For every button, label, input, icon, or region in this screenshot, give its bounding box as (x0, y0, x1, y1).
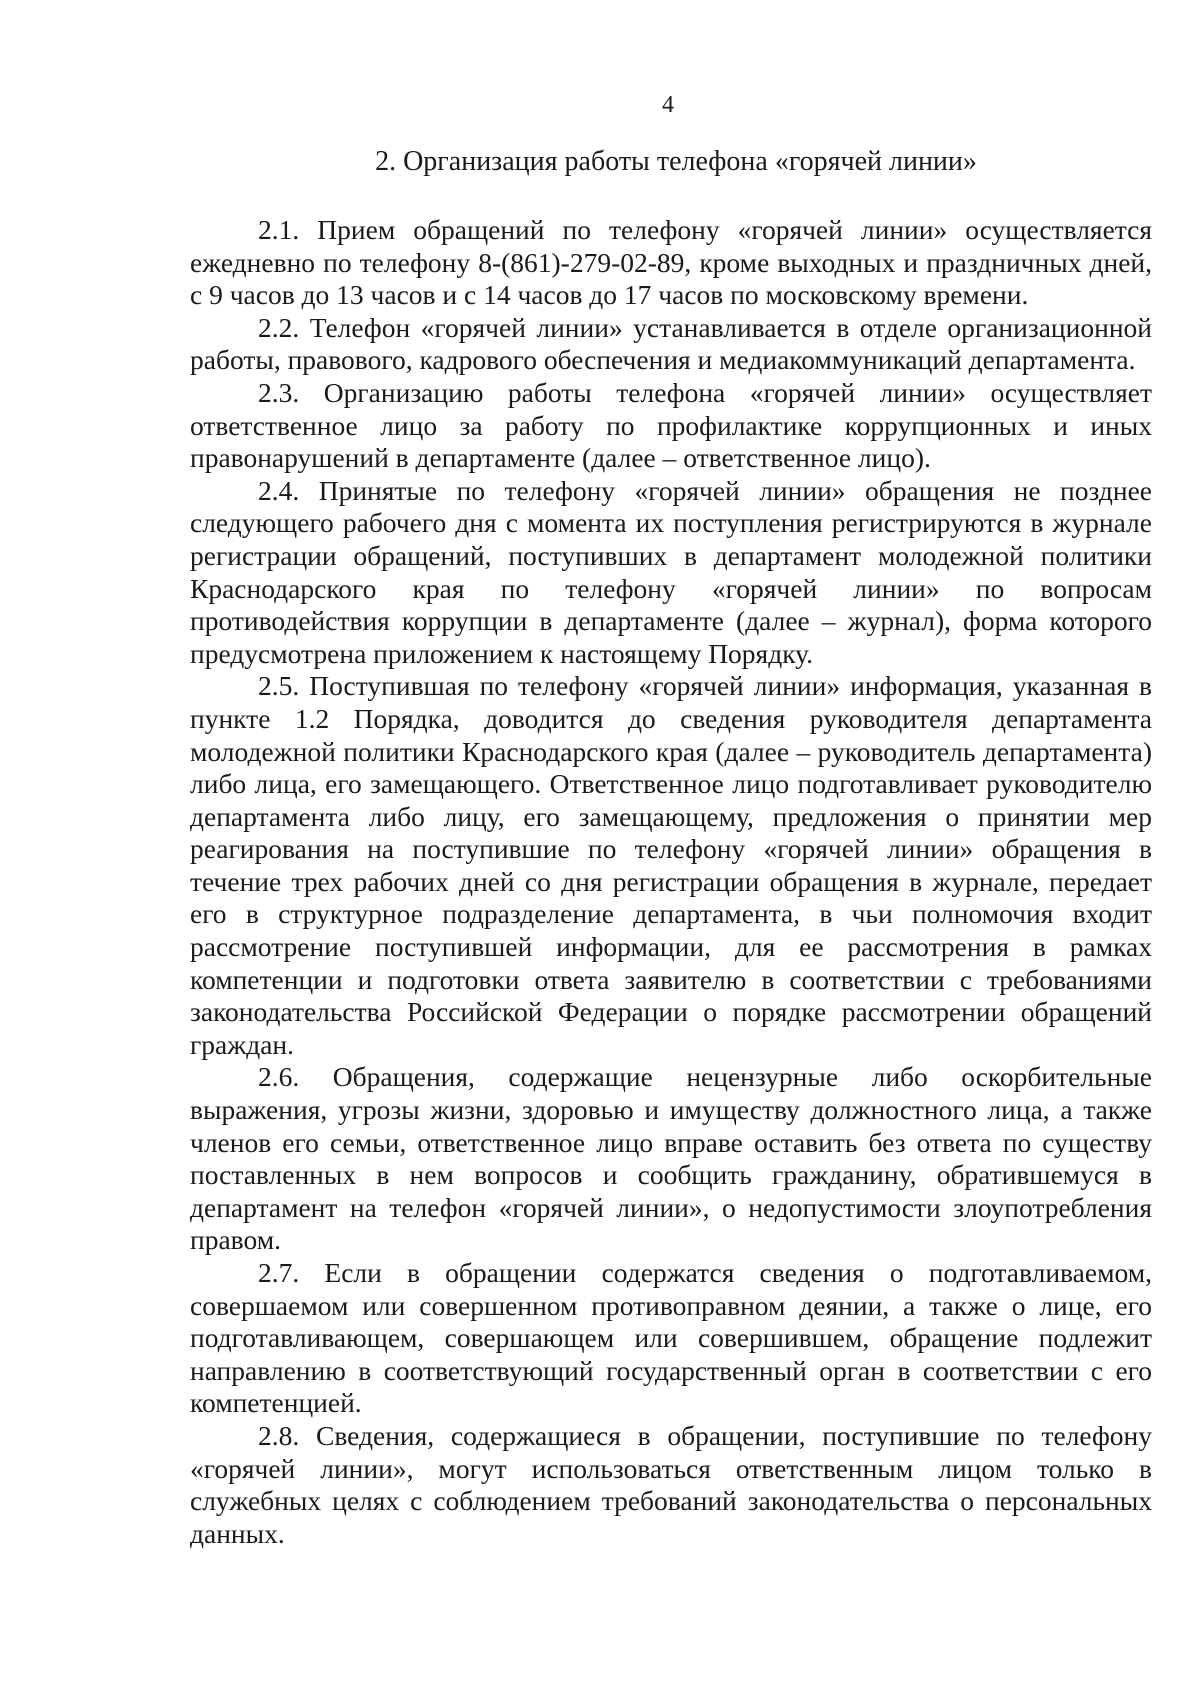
page-number: 4 (662, 92, 674, 118)
paragraph-2-8: 2.8. Сведения, содержащиеся в обращении, поступившие по телефону «горячей линии», могут использоваться ответственным лицом только в служебных целях с соблюдением требований законодательства о персональных данных. (190, 1419, 1152, 1549)
section-title: 2. Организация работы телефона «горячей линии» (375, 146, 977, 177)
paragraph-2-2: 2.2. Телефон «горячей линии» устанавливается в отделе организационной работы, правового, кадрового обеспечения и медиакоммуникаций департамента. (190, 311, 1152, 376)
paragraph-2-6: 2.6. Обращения, содержащие нецензурные либо оскорбительные выражения, угрозы жизни, здоровью и имуществу должностного лица, а также членов его семьи, ответственное лицо вправе оставить без ответа по существу поставленных в нем вопросов и сообщить гражданину, обратившемуся в департамент на телефон «горячей линии», о недопустимости злоупотребления правом. (190, 1061, 1152, 1256)
paragraph-2-3: 2.3. Организацию работы телефона «горячей линии» осуществляет ответственное лицо за работу по профилактике коррупционных и иных правонарушений в департаменте (далее – ответственное лицо). (190, 376, 1152, 474)
paragraph-2-4: 2.4. Принятые по телефону «горячей линии» обращения не позднее следующего рабочего дня с момента их поступления регистрируются в журнале регистрации обращений, поступивших в департамент молодежной политики Краснодарского края по телефону «горячей линии» по вопросам противодействия коррупции в департаменте (далее – журнал), форма которого предусмотрена приложением к настоящему Порядку. (190, 474, 1152, 669)
document-body (190, 214, 1152, 1550)
paragraph-2-7: 2.7. Если в обращении содержатся сведения о подготавливаемом, совершаемом или совершенном противоправном деянии, а также о лице, его подготавливающем, совершающем или совершившем, обращение подлежит направлению в соответствующий государственный орган в соответствии с его компетенцией. (190, 1257, 1152, 1419)
paragraph-2-1: 2.1. Прием обращений по телефону «горячей линии» осуществляется ежедневно по телефону 8-(861)-279-02-89, кроме выходных и праздничных дней, с 9 часов до 13 часов и с 14 часов до 17 часов по московскому времени. (190, 214, 1152, 311)
paragraph-2-5: 2.5. Поступившая по телефону «горячей линии» информация, указанная в пункте 1.2 Порядка, доводится до сведения руководителя департамента молодежной политики Краснодарского края (далее – руководитель департамента) либо лица, его замещающего. Ответственное лицо подготавливает руководителю департамента либо лицу, его замещающему, предложения о принятии мер реагирования на поступившие по телефону «горячей линии» обращения в течение трех рабочих дней со дня регистрации обращения в журнале, передает его в структурное подразделение департамента, в чьи полномочия входит рассмотрение поступившей информации, для ее рассмотрения в рамках компетенции и подготовки ответа заявителю в соответствии с требованиями законодательства Российской Федерации о порядке рассмотрении обращений граждан. (190, 670, 1152, 1060)
